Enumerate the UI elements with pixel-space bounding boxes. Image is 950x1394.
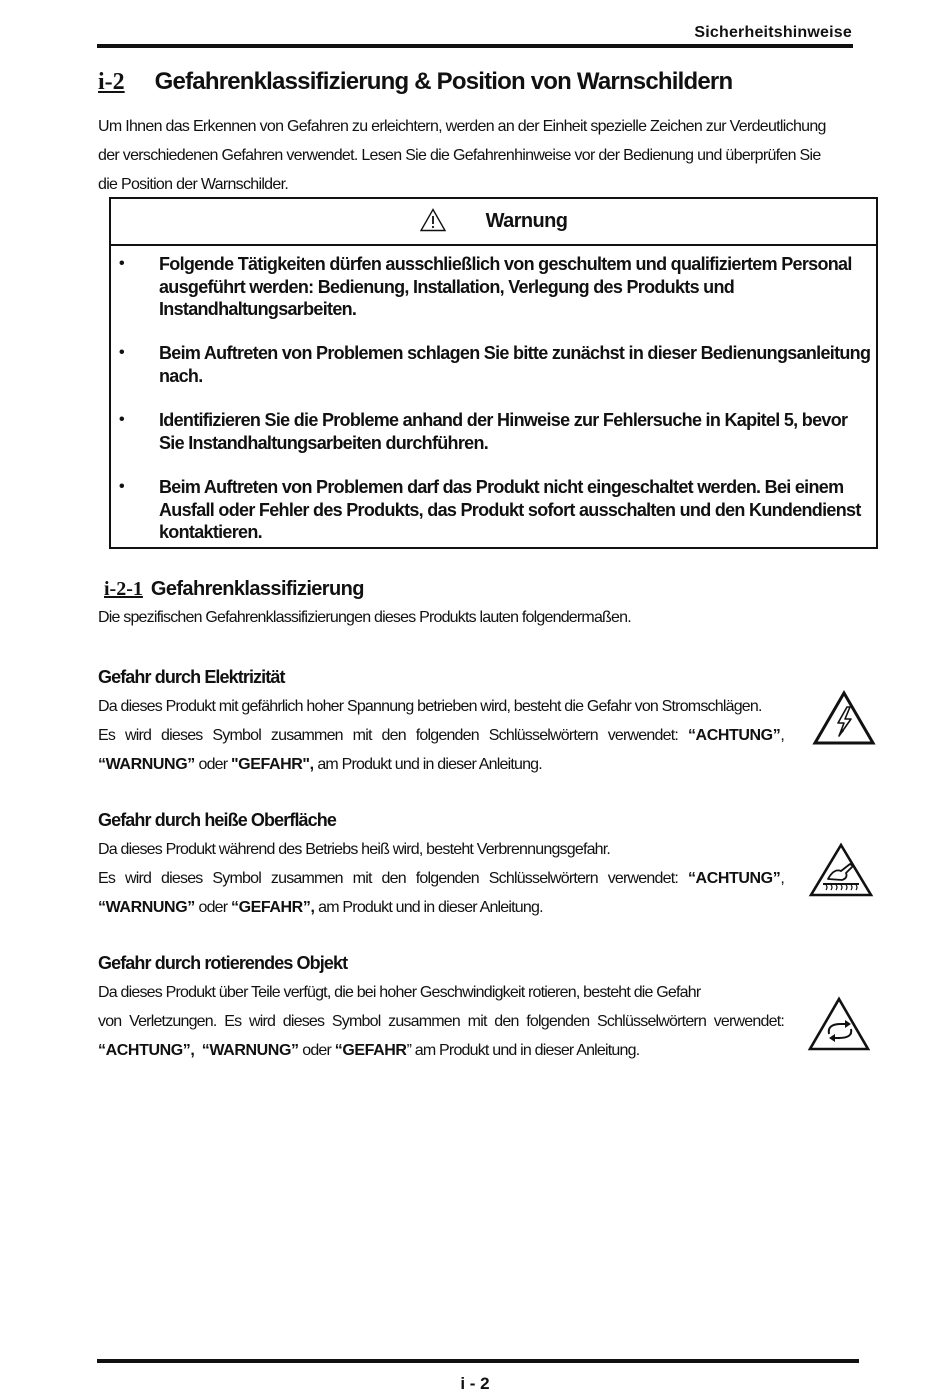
- page-number: i - 2: [460, 1374, 490, 1393]
- warning-list-item: [119, 476, 871, 544]
- footer-rule: [97, 1359, 859, 1363]
- section-heading: [98, 68, 732, 96]
- hazard-line: [98, 1036, 784, 1065]
- keyword-achtung: “ACHTUNG”: [687, 870, 781, 887]
- header-rule: [97, 44, 853, 48]
- intro-line: Um Ihnen das Erkennen von Gefahren zu erleichtern, werden an der Einheit spezielle Zeichen zur Verdeutlichung: [98, 118, 826, 135]
- hazard-line: Da dieses Produkt mit gefährlich hoher Spannung betrieben wird, besteht die Gefahr von Stromschlägen.: [98, 698, 762, 715]
- hazard-description: [98, 978, 784, 1065]
- bullet: •: [119, 255, 124, 272]
- hazard-line: [98, 721, 784, 750]
- subsection-title: Gefahrenklassifizierung: [150, 578, 364, 600]
- bullet: •: [119, 478, 124, 495]
- punctuation: ,: [780, 870, 784, 887]
- hazard-line-tail: ” am Produkt und in dieser Anleitung.: [406, 1042, 640, 1059]
- punctuation: ,: [780, 727, 784, 744]
- subsection-heading: [104, 578, 364, 601]
- hot-surface-icon: [808, 842, 874, 898]
- warning-list-item: [119, 409, 871, 454]
- subsection-number: i-2-1: [104, 578, 143, 600]
- hazard-line: Da dieses Produkt über Teile verfügt, die bei hoher Geschwindigkeit rotieren, besteht die Gefahr: [98, 984, 701, 1001]
- rotating-object-icon: [807, 996, 871, 1052]
- hazard-line: Da dieses Produkt während des Betriebs heiß wird, besteht Verbrennungsgefahr.: [98, 841, 611, 858]
- hazard-keyword-intro: Es wird dieses Symbol zusammen mit den folgenden Schlüsselwörtern verwendet:: [98, 727, 678, 744]
- warning-box: [109, 197, 878, 549]
- keyword-gefahr: “GEFAHR”,: [230, 899, 315, 916]
- warning-item-text: Folgende Tätigkeiten dürfen ausschließlich von geschultem und qualifiziertem Personal ausgeführt werden: Bedienung, Installation, Verlegung des Produkts und Instandhaltungsarbeiten.: [159, 254, 852, 319]
- warning-item-text: Beim Auftreten von Problemen darf das Produkt nicht eingeschaltet werden. Bei einem Ausfall oder Fehler des Produkts, das Produkt sofort ausschalten und den Kundendienst kontaktieren.: [159, 477, 861, 542]
- keyword-gefahr: "GEFAHR",: [230, 756, 314, 773]
- bullet: •: [119, 344, 124, 361]
- hazard-line: [98, 750, 784, 779]
- hazard-title: Gefahr durch rotierendes Objekt: [98, 953, 348, 973]
- running-header: Sicherheitshinweise: [694, 24, 852, 41]
- connector-text: oder: [194, 899, 231, 916]
- warning-list-item: [119, 342, 871, 387]
- hazard-description: [98, 835, 784, 922]
- hazard-line: von Verletzungen. Es wird dieses Symbol zusammen mit den folgenden Schlüsselwörtern verwendet:: [98, 1013, 784, 1030]
- keyword-achtung: “ACHTUNG”,: [98, 1042, 195, 1059]
- keyword-gefahr: “GEFAHR: [334, 1042, 407, 1059]
- subsection-intro: Die spezifischen Gefahrenklassifizierungen dieses Produkts lauten folgendermaßen.: [98, 609, 631, 626]
- hazard-title: Gefahr durch heiße Oberfläche: [98, 810, 336, 830]
- keyword-achtung: “ACHTUNG”: [687, 727, 781, 744]
- electric-shock-icon: [812, 690, 876, 746]
- section-number: i-2: [98, 69, 125, 95]
- hazard-line-tail: am Produkt und in dieser Anleitung.: [314, 899, 543, 916]
- hazard-title: Gefahr durch Elektrizität: [98, 667, 285, 687]
- keyword-warnung: “WARNUNG”: [201, 1042, 299, 1059]
- keyword-warnung: “WARNUNG”: [98, 756, 195, 773]
- section-intro: [98, 112, 858, 199]
- connector-text: oder: [298, 1042, 335, 1059]
- warning-header: [111, 199, 876, 246]
- hazard-description: [98, 692, 784, 779]
- warning-list-item: [119, 253, 871, 321]
- hazard-line-tail: am Produkt und in dieser Anleitung.: [313, 756, 542, 773]
- keyword-warnung: “WARNUNG”: [98, 899, 195, 916]
- hazard-line: [98, 893, 784, 922]
- warning-item-text: Identifizieren Sie die Probleme anhand der Hinweise zur Fehlersuche in Kapitel 5, bevor Sie Instandhaltungsarbeiten durchführen.: [159, 410, 848, 453]
- connector-text: oder: [194, 756, 231, 773]
- warning-triangle-icon: [420, 208, 446, 232]
- section-title: Gefahrenklassifizierung & Position von Warnschildern: [154, 68, 733, 95]
- intro-line: die Position der Warnschilder.: [98, 176, 289, 193]
- hazard-line: [98, 864, 784, 893]
- warning-item-text: Beim Auftreten von Problemen schlagen Sie bitte zunächst in dieser Bedienungsanleitung nach.: [159, 343, 871, 386]
- bullet: •: [119, 411, 124, 428]
- hazard-keyword-intro: Es wird dieses Symbol zusammen mit den folgenden Schlüsselwörtern verwendet:: [98, 870, 678, 887]
- intro-line: der verschiedenen Gefahren verwendet. Lesen Sie die Gefahrenhinweise vor der Bedienung und überprüfen Sie: [98, 147, 821, 164]
- warning-label: Warnung: [485, 210, 568, 232]
